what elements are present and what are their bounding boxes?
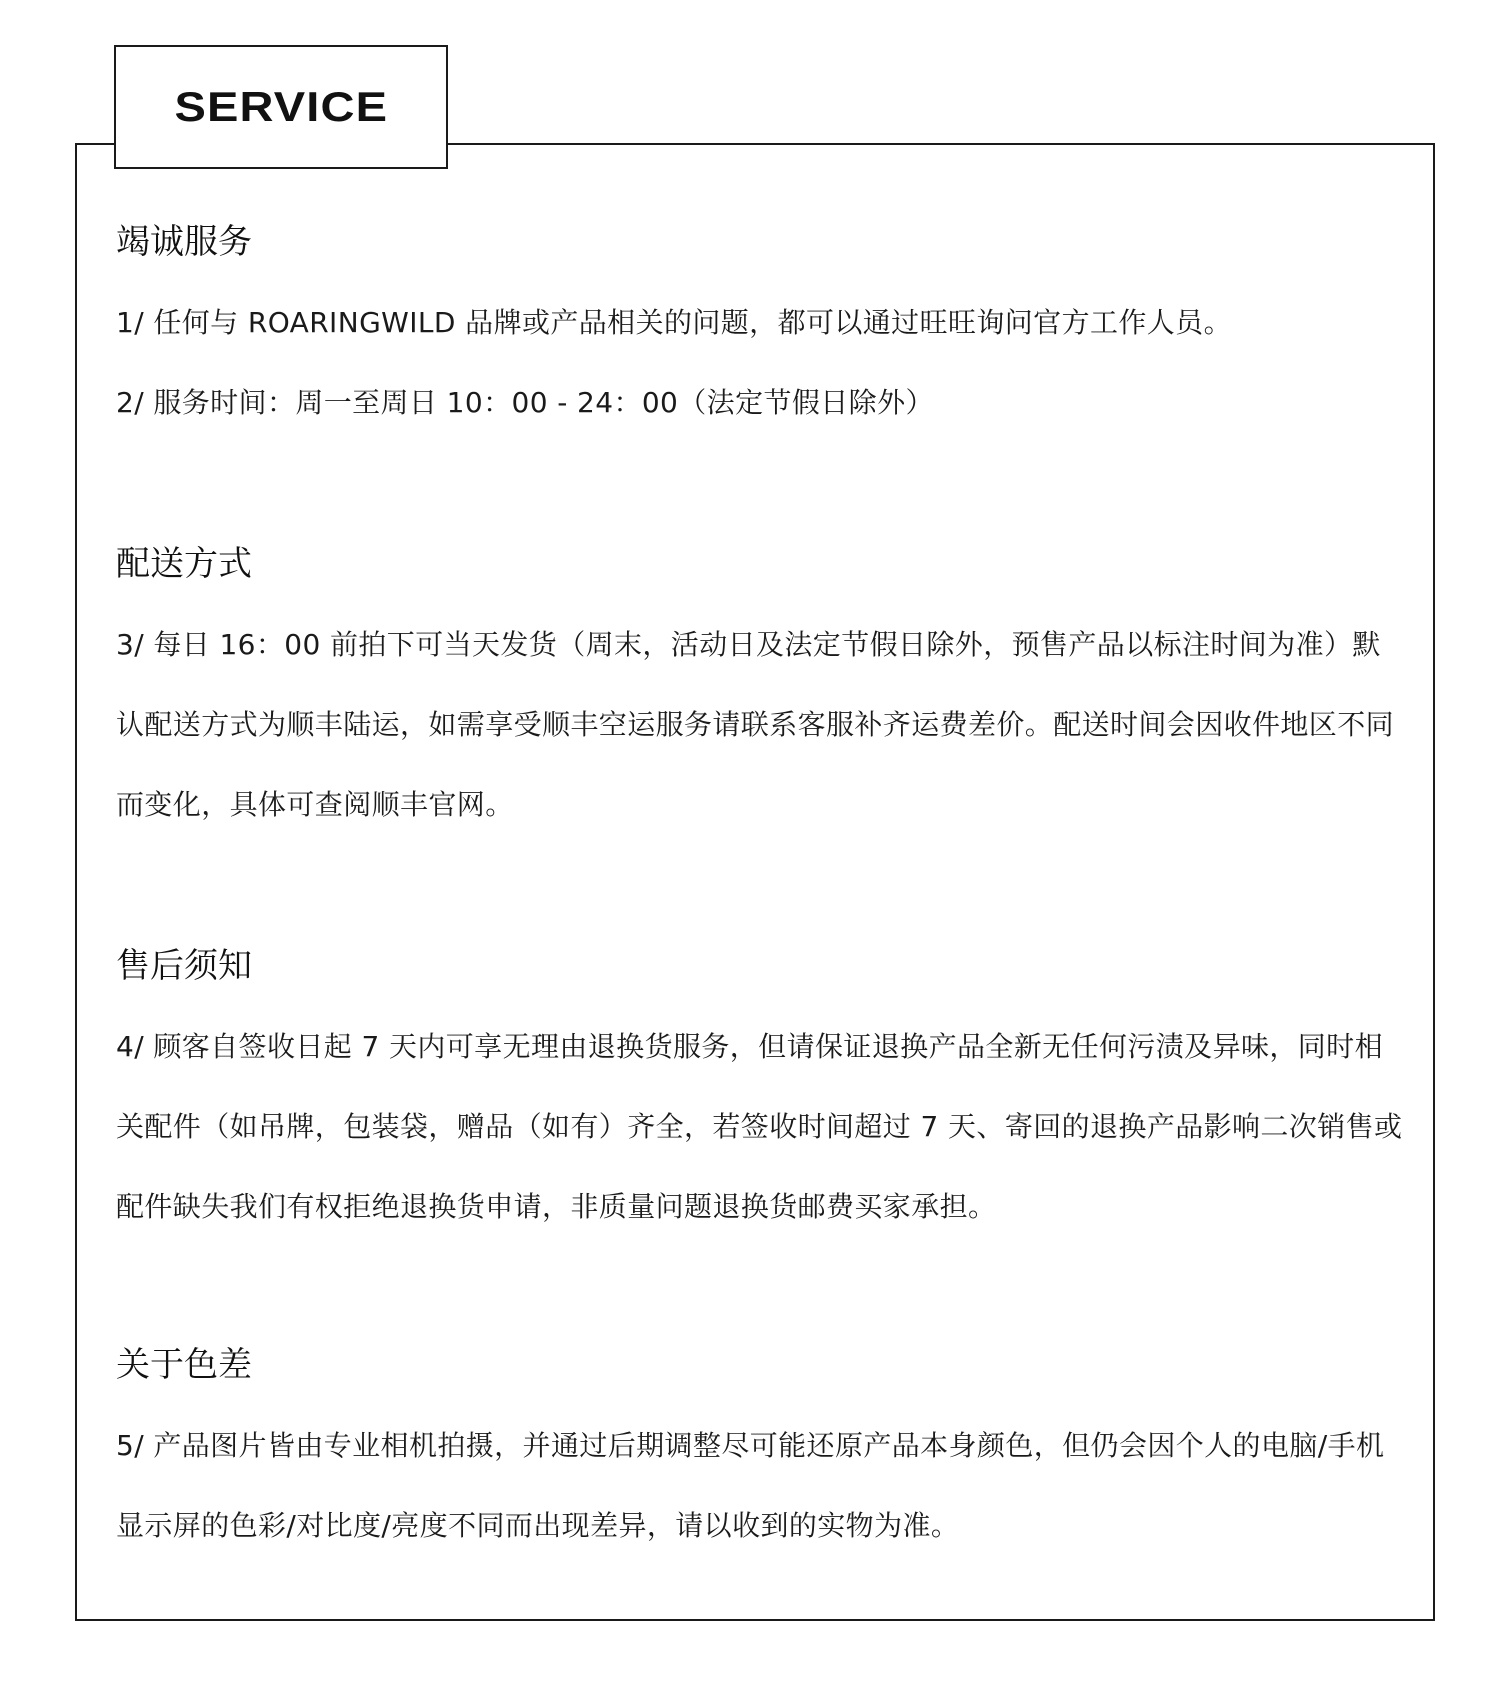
service-item-2: 2/ 服务时间：周一至周日 10：00 - 24：00（法定节假日除外） — [116, 386, 934, 419]
section-title-service: 竭诚服务 — [116, 222, 252, 262]
section-title-after-sales: 售后须知 — [116, 946, 252, 986]
after-sales-item-4: 4/ 顾客自签收日起 7 天内可享无理由退换货服务，但请保证退换产品全新无任何污渍及异味，同时相关配件（如吊牌，包装袋，赠品（如有）齐全，若签收时间超过 7 天、寄回的退换产品影响二次销售或配件缺失我们有权拒绝退换货申请，非质量问题退换货邮费买家承担。 — [116, 1030, 1403, 1223]
section-title-delivery: 配送方式 — [116, 544, 252, 584]
delivery-item-3: 3/ 每日 16：00 前拍下可当天发货（周末，活动日及法定节假日除外，预售产品以标注时间为准）默认配送方式为顺丰陆运，如需享受顺丰空运服务请联系客服补齐运费差价。配送时间会因收件地区不同而变化，具体可查阅顺丰官网。 — [116, 628, 1395, 821]
service-item-1: 1/ 任何与 ROARINGWILD 品牌或产品相关的问题，都可以通过旺旺询问官方工作人员。 — [116, 306, 1232, 339]
service-tab-label — [114, 45, 448, 169]
color-difference-item-5: 5/ 产品图片皆由专业相机拍摄，并通过后期调整尽可能还原产品本身颜色，但仍会因个人的电脑/手机显示屏的色彩/对比度/亮度不同而出现差异，请以收到的实物为准。 — [116, 1429, 1385, 1542]
section-title-color-difference: 关于色差 — [116, 1345, 252, 1385]
service-title: SERVICE — [174, 83, 388, 130]
